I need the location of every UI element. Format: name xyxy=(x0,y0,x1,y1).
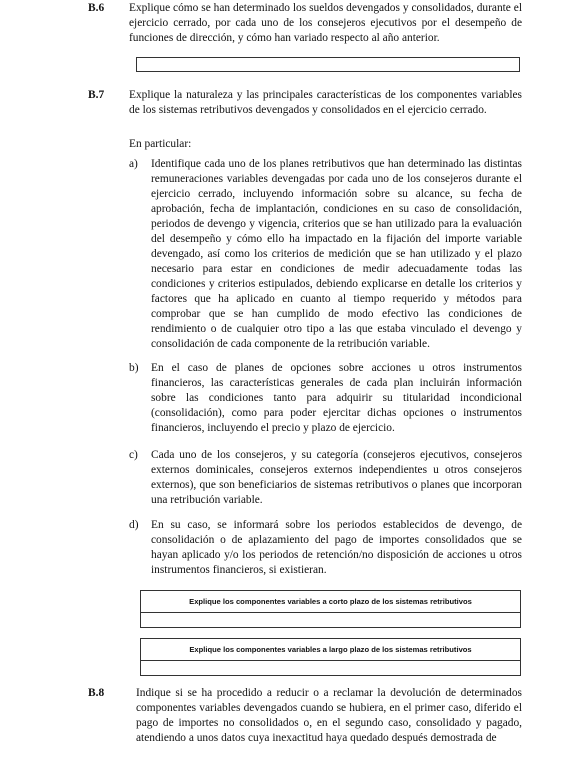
table-short-term xyxy=(140,590,521,628)
item-letter-a: a) xyxy=(129,158,138,170)
table-long-term-answer[interactable] xyxy=(141,661,520,676)
item-text-a: Identifique cada uno de los planes retributivos que han determinado las distintas remuneraciones variables devengadas por cada uno de los consejeros durante el ejercicio cerrado, incluyendo información sobre su alcance, su fecha de aprobación, fecha de implantación, condiciones en su caso de consolidación, periodos de devengo y vigencia, criterios que se han utilizado para la evaluación del desempeño y cómo ello ha impactado en la fijación del importe variable devengado, así como los criterios de medición que se han utilizado y el plazo necesario para estar en condiciones de medir adecuadamente todas las condiciones y criterios estipulados, debiendo explicarse en detalle los criterios y factores que ha aplicado en cuanto al tiempo requerido y métodos para comprobar que se han cumplido de modo efectivo las condiciones de rendimiento o de cualquier otro tipo a las que estaba vinculado el devengo y consolidación de cada componente de la retribución variable. xyxy=(151,158,522,350)
section-text-b6: Explique cómo se han determinado los sueldos devengados y consolidados, durante el ejercicio cerrado, por cada uno de los consejeros ejecutivos por el desempeño de funciones de dirección, y cómo han variado respecto al año anterior. xyxy=(129,2,522,44)
item-letter-c: c) xyxy=(129,449,138,461)
section-text-b8: Indique si se ha procedido a reducir o a reclamar la devolución de determinados componentes variables devengados cuando se hubiera, en el primer caso, diferido el pago de importes no consolidados o, en el segundo caso, consolidado y pagado, atendiendo a unos datos cuya inexactitud haya quedado después demostrada de xyxy=(136,687,522,744)
table-long-term xyxy=(140,638,521,676)
section-number-b6: B.6 xyxy=(88,2,105,14)
item-letter-d: d) xyxy=(129,519,139,531)
item-letter-b: b) xyxy=(129,362,139,374)
table-short-term-header: Explique los componentes variables a corto plazo de los sistemas retributivos xyxy=(141,591,520,613)
section-intro-b7: En particular: xyxy=(129,138,192,150)
section-text-b7: Explique la naturaleza y las principales características de los componentes variables de los sistemas retributivos devengados y consolidados en el ejercicio cerrado. xyxy=(129,89,522,116)
item-text-b: En el caso de planes de opciones sobre acciones u otros instrumentos financieros, las características generales de cada plan incluirán información sobre las condiciones tanto para adquirir su titularidad incondicional (consolidación), como para poder ejercitar dichas opciones o instrumentos financieros, incluyendo el precio y plazo de ejercicio. xyxy=(151,362,522,434)
item-text-c: Cada uno de los consejeros, y su categoría (consejeros ejecutivos, consejeros externos dominicales, consejeros externos independientes u otros consejeros externos), que son beneficiarios de sistemas retributivos o planes que incorporan una retribución variable. xyxy=(151,449,522,506)
item-text-d: En su caso, se informará sobre los periodos establecidos de devengo, de consolidación o de aplazamiento del pago de importes consolidados que se hayan aplicado y/o los periodos de retención/no disposición de acciones u otros instrumentos financieros, si existieran. xyxy=(151,519,522,576)
answer-box-b6[interactable] xyxy=(136,57,520,72)
section-number-b8: B.8 xyxy=(88,687,105,699)
table-short-term-answer[interactable] xyxy=(141,613,520,628)
section-number-b7: B.7 xyxy=(88,89,105,101)
table-long-term-header: Explique los componentes variables a largo plazo de los sistemas retributivos xyxy=(141,639,520,661)
